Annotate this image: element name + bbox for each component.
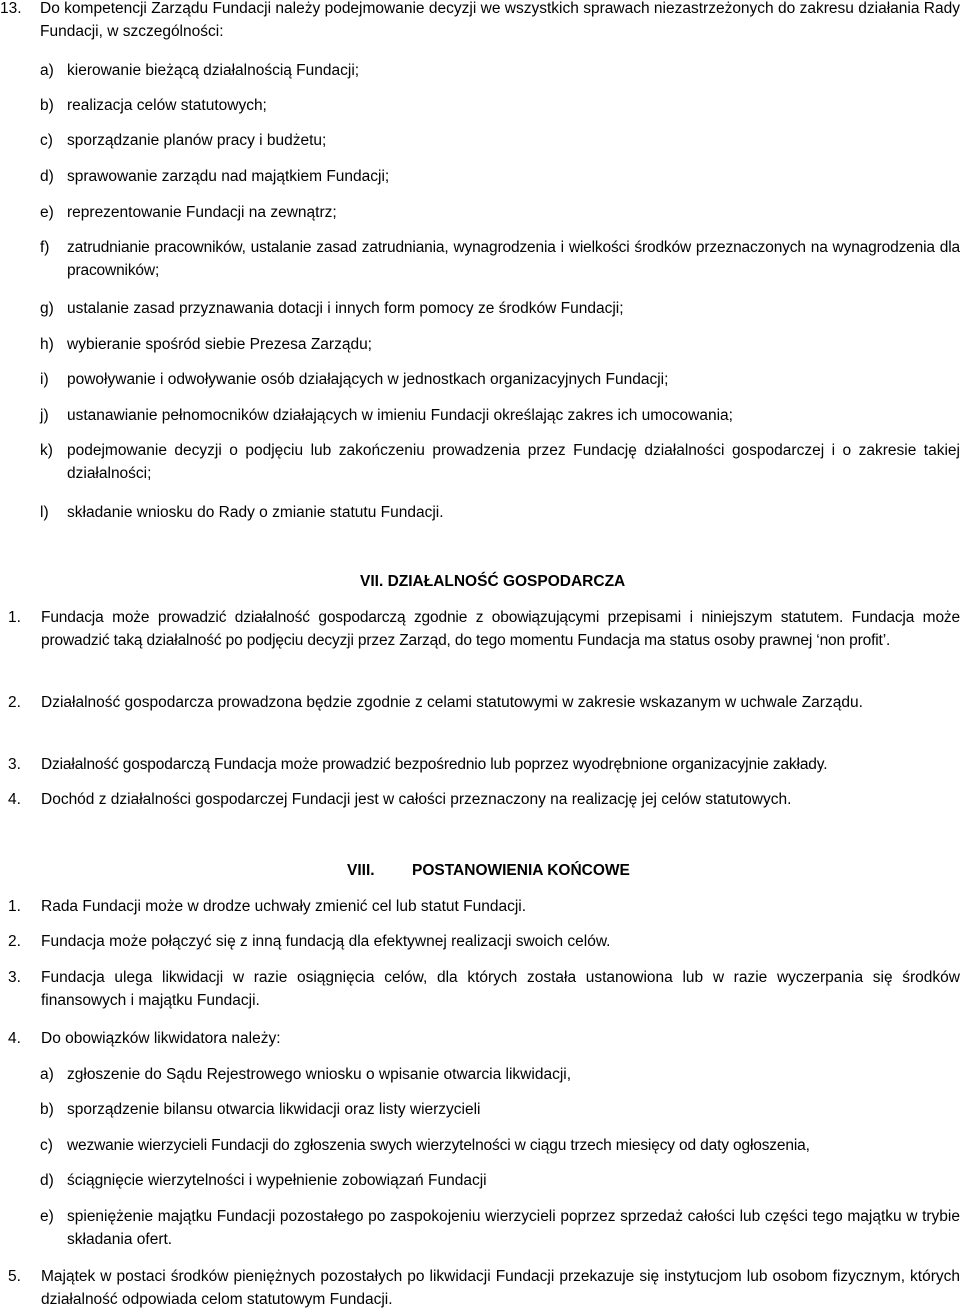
list-text: realizacja celów statutowych; bbox=[67, 97, 267, 114]
list-label: f) bbox=[40, 239, 50, 256]
list-item-c bbox=[0, 129, 960, 152]
paragraph-text: Działalność gospodarczą Fundacja może prowadzić bezpośrednio lub poprzez wyodrębnione organizacyjnie zakłady. bbox=[41, 756, 828, 773]
list-text: sporządzenie bilansu otwarcia likwidacji oraz listy wierzycieli bbox=[67, 1101, 481, 1118]
list-label: k) bbox=[40, 442, 53, 459]
paragraph-number: 1. bbox=[8, 898, 21, 915]
list-label: e) bbox=[40, 204, 54, 221]
section-number-viii: VIII. bbox=[347, 862, 375, 879]
liquidator-item-e bbox=[0, 1205, 960, 1251]
paragraph-text: Fundacja ulega likwidacji w razie osiągnięcia celów, dla których została ustanowiona lub w razie wyczerpania się środków finansowych i majątku Fundacji. bbox=[41, 969, 960, 1009]
section-heading-vii: VII. DZIAŁALNOŚĆ GOSPODARCZA bbox=[360, 573, 626, 590]
list-label: a) bbox=[40, 62, 54, 79]
list-text: wybieranie spośród siebie Prezesa Zarządu; bbox=[67, 336, 372, 353]
list-text: powoływanie i odwoływanie osób działających w jednostkach organizacyjnych Fundacji; bbox=[67, 371, 669, 388]
paragraph-text: Działalność gospodarcza prowadzona będzie zgodnie z celami statutowymi w zakresie wskazanym w uchwale Zarządu. bbox=[41, 694, 863, 711]
list-item-l bbox=[0, 501, 960, 524]
list-text: składanie wniosku do Rady o zmianie statutu Fundacji. bbox=[67, 504, 444, 521]
paragraph-number: 4. bbox=[8, 1030, 21, 1047]
paragraph-number: 13. bbox=[0, 0, 22, 17]
list-label: e) bbox=[40, 1208, 54, 1225]
paragraph-text: Fundacja może połączyć się z inną fundacją dla efektywnej realizacji swoich celów. bbox=[41, 933, 611, 950]
list-label: c) bbox=[40, 1137, 53, 1154]
paragraph-text: Do obowiązków likwidatora należy: bbox=[41, 1030, 281, 1047]
liquidator-item-b bbox=[0, 1098, 960, 1121]
paragraph-vii-3 bbox=[0, 753, 960, 776]
paragraph-text: Dochód z działalności gospodarczej Fundacji jest w całości przeznaczony na realizację jej celów statutowych. bbox=[41, 791, 792, 808]
paragraph-viii-1 bbox=[0, 895, 960, 918]
list-text: ustanawianie pełnomocników działających w imieniu Fundacji określając zakres ich umocowania; bbox=[67, 407, 733, 424]
list-text: zatrudnianie pracowników, ustalanie zasad zatrudniania, wynagrodzenia i wielkości środków przeznaczonych na wynagrodzenia dla pracowników; bbox=[67, 239, 960, 279]
list-label: a) bbox=[40, 1066, 54, 1083]
list-label: b) bbox=[40, 97, 54, 114]
paragraph-13 bbox=[0, 0, 960, 43]
list-text: ustalanie zasad przyznawania dotacji i innych form pomocy ze środków Fundacji; bbox=[67, 300, 624, 317]
list-label: h) bbox=[40, 336, 54, 353]
section-heading-viii: POSTANOWIENIA KOŃCOWE bbox=[412, 862, 630, 879]
paragraph-number: 5. bbox=[8, 1268, 21, 1285]
list-label: d) bbox=[40, 168, 54, 185]
paragraph-vii-2 bbox=[0, 691, 960, 714]
liquidator-item-c bbox=[0, 1134, 960, 1157]
list-item-j bbox=[0, 404, 960, 427]
paragraph-number: 2. bbox=[8, 694, 21, 711]
paragraph-vii-1 bbox=[0, 606, 960, 652]
list-text: podejmowanie decyzji o podjęciu lub zakończeniu prowadzenia przez Fundację działalności gospodarczej i o zakresie takiej działalności; bbox=[67, 442, 960, 482]
paragraph-text: Fundacja może prowadzić działalność gospodarczą zgodnie z obowiązującymi przepisami i niniejszym statutem. Fundacja może prowadzić taką działalność po podjęciu decyzji przez Zarząd, do tego momentu Fundacja ma status osoby prawnej ‘non profit’. bbox=[41, 609, 960, 649]
list-text: kierowanie bieżącą działalnością Fundacji; bbox=[67, 62, 360, 79]
list-item-g bbox=[0, 297, 960, 320]
list-item-e bbox=[0, 201, 960, 224]
paragraph-text: Majątek w postaci środków pieniężnych pozostałych po likwidacji Fundacji przekazuje się instytucjom lub osobom fizycznym, których działalność odpowiada celom statutowym Fundacji. bbox=[41, 1268, 960, 1308]
list-text: sprawowanie zarządu nad majątkiem Fundacji; bbox=[67, 168, 390, 185]
paragraph-number: 3. bbox=[8, 969, 21, 986]
list-item-b bbox=[0, 94, 960, 117]
paragraph-number: 2. bbox=[8, 933, 21, 950]
list-label: l) bbox=[40, 504, 49, 521]
paragraph-number: 4. bbox=[8, 791, 21, 808]
list-item-i bbox=[0, 368, 960, 391]
list-text: zgłoszenie do Sądu Rejestrowego wniosku o wpisanie otwarcia likwidacji, bbox=[67, 1066, 572, 1083]
paragraph-text: Rada Fundacji może w drodze uchwały zmienić cel lub statut Fundacji. bbox=[41, 898, 527, 915]
list-text: sporządzanie planów pracy i budżetu; bbox=[67, 132, 327, 149]
paragraph-vii-4 bbox=[0, 788, 960, 811]
list-item-h bbox=[0, 333, 960, 356]
list-item-k bbox=[0, 439, 960, 485]
list-label: d) bbox=[40, 1172, 54, 1189]
list-label: g) bbox=[40, 300, 54, 317]
paragraph-viii-2 bbox=[0, 930, 960, 953]
paragraph-number: 3. bbox=[8, 756, 21, 773]
list-label: c) bbox=[40, 132, 53, 149]
paragraph-viii-3 bbox=[0, 966, 960, 1012]
paragraph-number: 1. bbox=[8, 609, 21, 626]
list-text: reprezentowanie Fundacji na zewnątrz; bbox=[67, 204, 337, 221]
list-item-d bbox=[0, 165, 960, 188]
list-label: b) bbox=[40, 1101, 54, 1118]
list-text: spieniężenie majątku Fundacji pozostałego po zaspokojeniu wierzycieli poprzez sprzedaż całości lub części tego majątku w trybie składania ofert. bbox=[67, 1208, 960, 1248]
liquidator-item-a bbox=[0, 1063, 960, 1086]
paragraph-viii-4 bbox=[0, 1027, 960, 1050]
paragraph-text: Do kompetencji Zarządu Fundacji należy podejmowanie decyzji we wszystkich sprawach niezastrzeżonych do zakresu działania Rady Fundacji, w szczególności: bbox=[40, 0, 960, 40]
list-label: j) bbox=[40, 407, 49, 424]
list-item-a bbox=[0, 59, 960, 82]
list-text: ściągnięcie wierzytelności i wypełnienie zobowiązań Fundacji bbox=[67, 1172, 487, 1189]
list-item-f bbox=[0, 236, 960, 282]
list-text: wezwanie wierzycieli Fundacji do zgłoszenia swych wierzytelności w ciągu trzech miesięcy od daty ogłoszenia, bbox=[67, 1137, 810, 1154]
paragraph-viii-5 bbox=[0, 1265, 960, 1311]
list-label: i) bbox=[40, 371, 49, 388]
liquidator-item-d bbox=[0, 1169, 960, 1192]
